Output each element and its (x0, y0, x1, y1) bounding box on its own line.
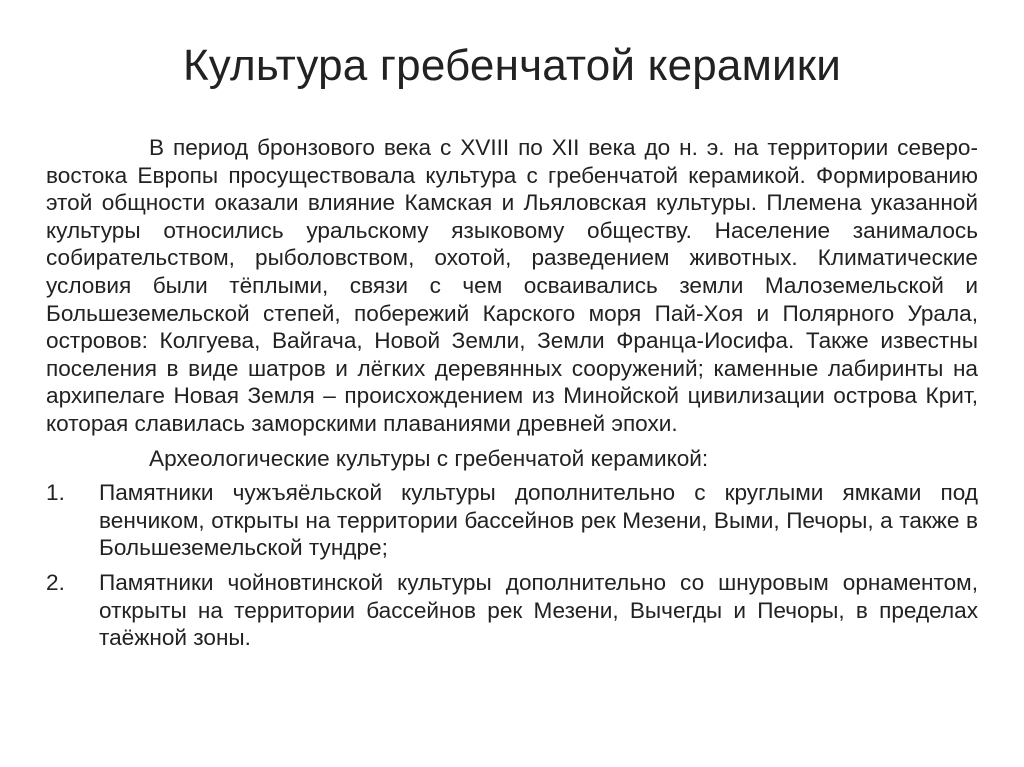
list-item-number: 1. (46, 480, 65, 506)
list-item-number: 2. (46, 569, 65, 595)
list-item (46, 479, 978, 562)
list-item (46, 569, 978, 652)
slide-title: Культура гребенчатой керамики (182, 41, 842, 90)
list-item-text: Памятники чойновтинской культуры дополнительно со шнуровым орнаментом, открыты на территории бассейнов рек Мезени, Вычегды и Печоры, в пределах таёжной зоны. (99, 569, 978, 651)
culture-list (46, 479, 978, 652)
slide-body (46, 134, 978, 659)
body-paragraph: В период бронзового века с XVIII по XII века до н. э. на территории северо-востока Европы просуществовала культура с гребенчатой керамикой. Формированию этой общности оказали влияние Камская и Льяловская культуры. Племена указанной культуры относились уральскому языковому обществу. Население занималось собирательством, рыболовством, охотой, разведением животных. Климатические условия были тёплыми, связи с чем осваивались земли Малоземельской и Большеземельской степей, побережий Карского моря Пай-Хоя и Полярного Урала, островов: Колгуева, Вайгача, Новой Земли, Земли Франца-Иосифа. Также известны поселения в виде шатров и лёгких деревянных сооружений; каменные лабиринты на архипелаге Новая Земля – происхождением из Минойской цивилизации острова Крит, которая славилась заморскими плаваниями древней эпохи. (46, 135, 978, 436)
list-item-text: Памятники чужъяёльской культуры дополнительно с круглыми ямками под венчиком, открыты на территории бассейнов рек Мезени, Выми, Печоры, а также в Большеземельской тундре; (99, 480, 978, 561)
list-heading: Археологические культуры с гребенчатой керамикой: (149, 445, 709, 471)
